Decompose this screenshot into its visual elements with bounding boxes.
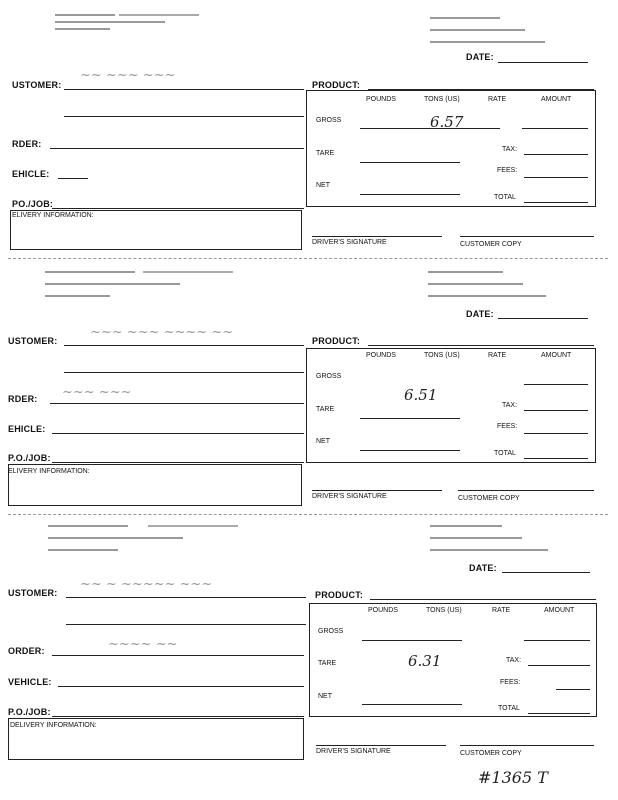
rate-header: RATE xyxy=(488,96,507,103)
fees-field[interactable] xyxy=(524,433,588,434)
amount-line-1 xyxy=(524,640,590,641)
tons-header: TONS (US) xyxy=(424,352,460,359)
rate-header: RATE xyxy=(488,352,507,359)
tare-label: TARE xyxy=(318,660,337,667)
date-label: DATE: xyxy=(466,309,494,319)
order-label: RDER: xyxy=(12,139,42,149)
pounds-header: POUNDS xyxy=(366,96,396,103)
customer-field[interactable] xyxy=(66,597,306,598)
delivery-label: ELIVERY INFORMATION: xyxy=(8,468,90,475)
customer-field[interactable] xyxy=(64,89,304,90)
drivers-signature-label: DRIVER'S SIGNATURE xyxy=(312,493,387,500)
fees-label: FEES: xyxy=(500,679,521,686)
vehicle-field[interactable] xyxy=(58,178,88,179)
po-job-field[interactable] xyxy=(52,716,304,717)
order-field[interactable] xyxy=(50,403,304,404)
customer-copy-line xyxy=(460,236,594,237)
net-field[interactable] xyxy=(360,450,460,451)
tax-field[interactable] xyxy=(524,410,588,411)
pounds-header: POUNDS xyxy=(366,352,396,359)
ticket-number-handwritten: #1365 T xyxy=(478,768,548,787)
vehicle-field[interactable] xyxy=(52,433,304,434)
net-field[interactable] xyxy=(362,704,462,705)
gross-handwritten: 6.51 xyxy=(404,386,438,404)
company-header-right xyxy=(430,522,548,553)
perforation-2 xyxy=(8,514,608,515)
drivers-signature-label: DRIVER'S SIGNATURE xyxy=(316,748,391,755)
customer-copy-label: CUSTOMER COPY xyxy=(458,495,520,502)
customer-copy-line xyxy=(460,745,594,746)
amount-line-1 xyxy=(524,384,588,385)
customer-copy-label: CUSTOMER COPY xyxy=(460,750,522,757)
company-header-right xyxy=(430,14,545,45)
po-job-label: PO./JOB: xyxy=(12,199,54,209)
pounds-header: POUNDS xyxy=(368,607,398,614)
po-job-field[interactable] xyxy=(52,208,304,209)
gross-handwritten: 6.57 xyxy=(430,113,464,131)
customer-handwriting: ~~ ~ ~~~~~ ~~~ xyxy=(80,577,213,592)
date-label: DATE: xyxy=(469,563,497,573)
net-label: NET xyxy=(316,438,330,445)
total-field[interactable] xyxy=(524,458,588,459)
tare-field[interactable] xyxy=(360,418,460,419)
company-header-left xyxy=(48,522,238,553)
customer-line-2 xyxy=(64,372,304,373)
weight-box xyxy=(309,603,597,717)
date-field[interactable] xyxy=(498,62,588,63)
product-field[interactable] xyxy=(370,599,596,600)
delivery-label: DELIVERY INFORMATION: xyxy=(10,722,97,729)
customer-label: USTOMER: xyxy=(8,336,58,346)
customer-copy-line xyxy=(458,490,594,491)
order-field[interactable] xyxy=(52,655,304,656)
tare-field[interactable] xyxy=(360,162,460,163)
company-header-left xyxy=(55,14,199,30)
customer-label: USTOMER: xyxy=(12,80,62,90)
tax-label: TAX: xyxy=(506,657,522,664)
product-field[interactable] xyxy=(368,345,594,346)
net-label: NET xyxy=(316,182,330,189)
net-field[interactable] xyxy=(360,194,460,195)
tax-label: TAX: xyxy=(502,402,518,409)
fees-field[interactable] xyxy=(556,689,590,690)
vehicle-label: EHICLE: xyxy=(8,424,46,434)
drivers-signature-label: DRIVER'S SIGNATURE xyxy=(312,239,387,246)
gross-field[interactable] xyxy=(362,640,462,641)
total-label: TOTAL xyxy=(494,194,516,201)
amount-header: AMOUNT xyxy=(541,96,572,103)
vehicle-label: EHICLE: xyxy=(12,169,50,179)
total-label: TOTAL xyxy=(498,705,520,712)
vehicle-field[interactable] xyxy=(58,686,304,687)
date-field[interactable] xyxy=(498,318,588,319)
tax-field[interactable] xyxy=(528,665,590,666)
order-field[interactable] xyxy=(50,148,304,149)
weight-box xyxy=(306,90,596,207)
tax-label: TAX: xyxy=(502,146,518,153)
order-handwriting: ~~~~ ~~ xyxy=(108,637,178,652)
rate-header: RATE xyxy=(492,607,511,614)
total-field[interactable] xyxy=(524,202,588,203)
delivery-label: ELIVERY INFORMATION: xyxy=(12,212,94,219)
tare-label: TARE xyxy=(316,406,335,413)
net-label: NET xyxy=(318,693,332,700)
total-field[interactable] xyxy=(528,713,590,714)
company-header-right xyxy=(428,268,546,299)
gross-handwritten: 6.31 xyxy=(408,652,442,670)
product-label: PRODUCT: xyxy=(315,590,364,600)
customer-handwriting: ~~~ ~~~ ~~~~ ~~ xyxy=(90,325,234,340)
weight-box xyxy=(306,348,596,463)
company-header-left xyxy=(45,268,233,299)
tons-header: TONS (US) xyxy=(426,607,462,614)
total-label: TOTAL xyxy=(494,450,516,457)
po-job-field[interactable] xyxy=(52,462,304,463)
po-job-label: P.O./JOB: xyxy=(8,707,51,717)
fees-label: FEES: xyxy=(497,167,518,174)
date-label: DATE: xyxy=(466,52,494,62)
amount-line-1 xyxy=(522,128,588,129)
customer-line-2 xyxy=(66,624,306,625)
gross-label: GROSS xyxy=(316,373,342,380)
date-field[interactable] xyxy=(502,572,590,573)
order-label: RDER: xyxy=(8,394,38,404)
amount-header: AMOUNT xyxy=(541,352,572,359)
tare-label: TARE xyxy=(316,150,335,157)
order-label: ORDER: xyxy=(8,646,45,656)
amount-header: AMOUNT xyxy=(544,607,575,614)
vehicle-label: VEHICLE: xyxy=(8,677,52,687)
customer-label: USTOMER: xyxy=(8,588,58,598)
gross-label: GROSS xyxy=(318,628,344,635)
order-handwriting: ~~~ ~~~ xyxy=(62,385,132,400)
product-label: PRODUCT: xyxy=(312,336,361,346)
customer-handwriting: ~~ ~~~ ~~~ xyxy=(80,68,176,83)
fees-field[interactable] xyxy=(524,177,588,178)
fees-label: FEES: xyxy=(497,423,518,430)
drivers-signature-field[interactable] xyxy=(312,236,442,237)
drivers-signature-field[interactable] xyxy=(316,745,446,746)
customer-field[interactable] xyxy=(64,345,304,346)
customer-copy-label: CUSTOMER COPY xyxy=(460,241,522,248)
product-label: PRODUCT: xyxy=(312,80,361,90)
customer-line-2 xyxy=(64,116,304,117)
gross-label: GROSS xyxy=(316,117,342,124)
tons-header: TONS (US) xyxy=(424,96,460,103)
perforation-1 xyxy=(8,258,608,259)
drivers-signature-field[interactable] xyxy=(312,490,442,491)
tax-field[interactable] xyxy=(524,154,588,155)
po-job-label: P.O./JOB: xyxy=(8,453,51,463)
